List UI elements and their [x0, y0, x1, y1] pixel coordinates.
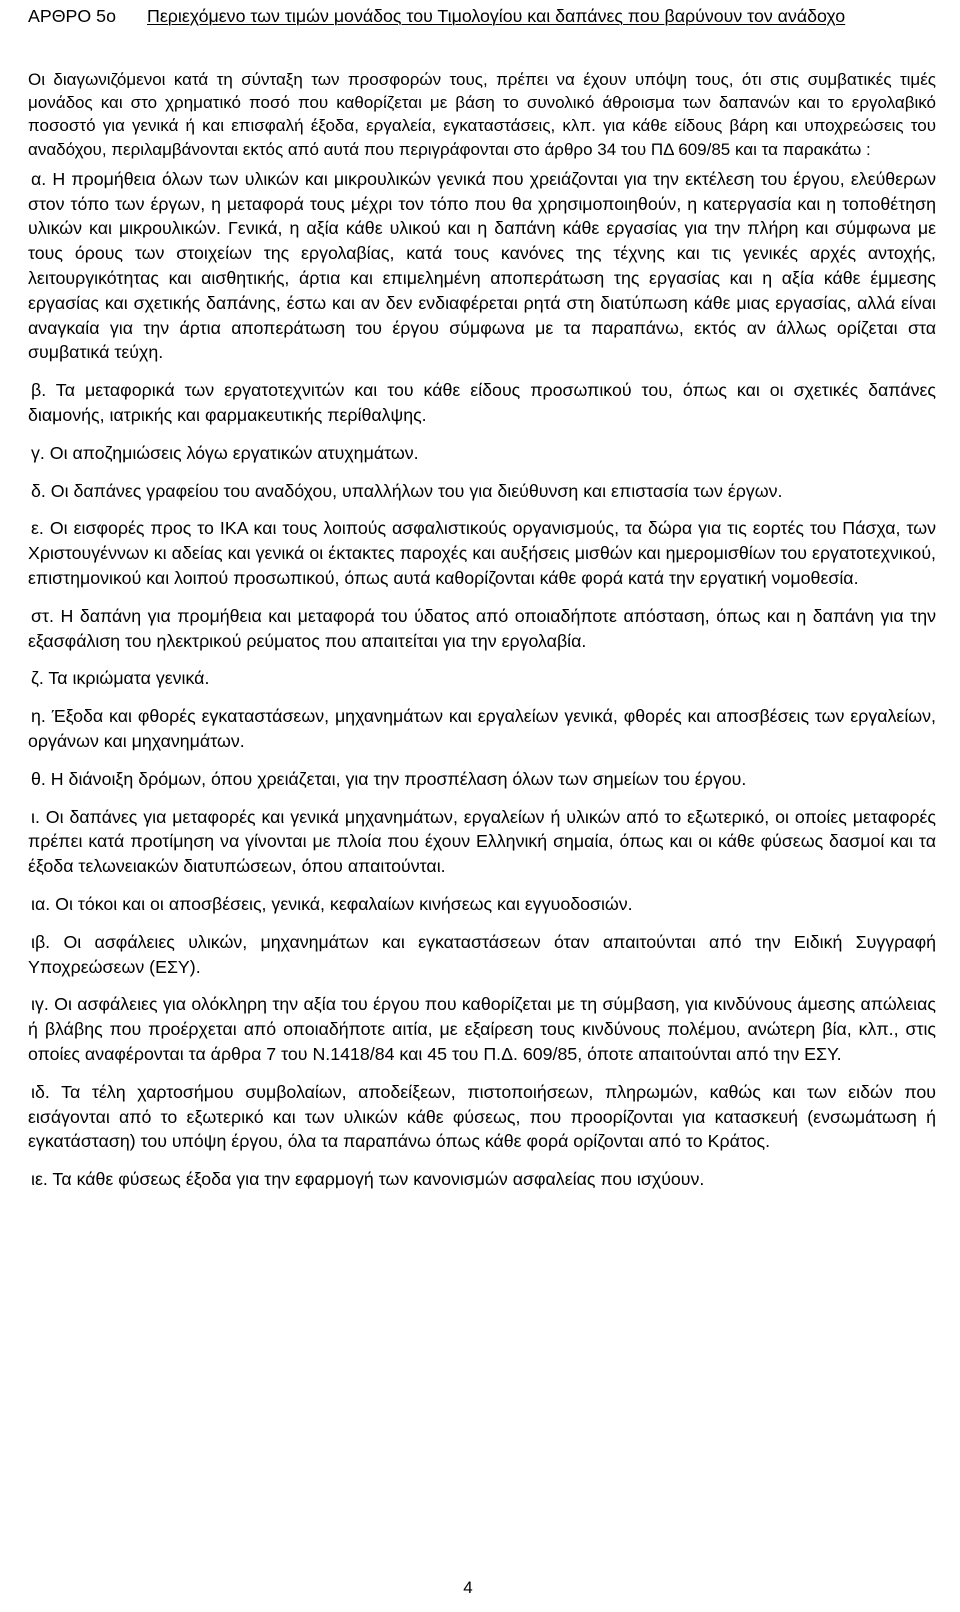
intro-paragraph: Οι διαγωνιζόμενοι κατά τη σύνταξη των προσφορών τους, πρέπει να έχουν υπόψη τους, ότι στις συμβατικές τιμές μονάδος και στο χρηματικό ποσό που καθορίζεται με βάση το συνολικό άθροισμα των δαπανών και το εργολαβικό ποσοστό για γενικά ή και επισφαλή έξοδα, εργαλεία, εγκαταστάσεις, κλπ. για κάθε είδους βάρη και υποχρεώσεις του αναδόχου, περιλαμβάνονται εκτός από αυτά που περιγράφονται στο άρθρο 34 του ΠΔ 609/85 και τα παρακάτω : [28, 70, 936, 159]
list-item-b: β. Τα μεταφορικά των εργατοτεχνιτών και του κάθε είδους προσωπικού του, όπως και οι σχετικές δαπάνες διαμονής, ιατρικής και φαρμακευτικής περίθαλψης. [28, 380, 936, 425]
list-item-e: ε. Οι εισφορές προς το ΙΚΑ και τους λοιπούς ασφαλιστικούς οργανισμούς, τα δώρα για τις εορτές του Πάσχα, των Χριστουγέννων κι αδείας και γενικά οι έκτακτες παροχές και αυξήσεις μισθών και ημερομισθίων του εργατοτεχνικού, επιστημονικού και λοιπού προσωπικού, όπως αυτά καθορίζονται κάθε φορά κατά την εργατική νομοθεσία. [28, 518, 936, 588]
list-item-d: δ. Οι δαπάνες γραφείου του αναδόχου, υπαλλήλων του για διεύθυνση και επιστασία των έργων. [31, 480, 783, 501]
article-title: Περιεχόμενο των τιμών μονάδος του Τιμολογίου και δαπάνες που βαρύνουν τον ανάδοχο [147, 6, 846, 26]
article-header [28, 4, 938, 28]
list-item-h: η. Έξοδα και φθορές εγκαταστάσεων, μηχανημάτων και εργαλείων γενικά, φθορές και αποσβέσεις των εργαλείων, οργάνων και μηχανημάτων. [28, 706, 936, 751]
list-item-ib: ιβ. Οι ασφάλειες υλικών, μηχανημάτων και εγκαταστάσεων όταν απαιτούνται από την Ειδική Συγγραφή Υποχρεώσεων (ΕΣΥ). [28, 931, 936, 977]
list-item-i: ι. Οι δαπάνες για μεταφορές και γενικά μηχανημάτων, εργαλείων ή υλικών από το εξωτερικό, οι οποίες μεταφορές πρέπει κατά προτίμηση να γίνονται με πλοία που έχουν Ελληνική σημαία, όπως και οι κάθε φύσεως δασμοί και τα έξοδα τελωνειακών διατυπώσεων, όπου απαιτούνται. [28, 806, 936, 877]
page-number: 4 [463, 1578, 473, 1597]
list-item-g: γ. Οι αποζημιώσεις λόγω εργατικών ατυχημάτων. [31, 442, 419, 463]
list-item-a: α. Η προμήθεια όλων των υλικών και μικρουλικών γενικά που χρειάζονται για την εκτέλεση του έργου, ελεύθερων στον τόπο των έργων, η μεταφορά τους μέχρι τον τόπο που θα χρησιμοποιηθούν, η κατεργασία και η τοποθέτηση υλικών και μικρουλικών. Γενικά, η αξία κάθε υλικού και η δαπάνη κάθε εργασίας για την πλήρη και σύμφωνα με τους όρους των στοιχείων της εργολαβίας, κατά τους κανόνες της τέχνης και τις γενικές αρχές αντοχής, λειτουργικότητας και αισθητικής, άρτια και επιμελημένη αποπεράτωση της εργασίας και η αξία κάθε έμμεσης εργασίας και σχετικής δαπάνης, έστω και αν δεν ενδιαφέρεται ρητά στη διατύπωση κάθε μιας εργασίας, αλλά είναι αναγκαία για την άρτια αποπεράτωση του έργου σύμφωνα με τα παραπάνω, εκτός αν άλλως ορίζεται στα συμβατικά τεύχη. [28, 168, 936, 363]
list-item-ig: ιγ. Οι ασφάλειες για ολόκληρη την αξία του έργου που καθορίζεται με τη σύμβαση, για κινδύνους άμεσης απώλειας ή βλάβης που προέρχεται από οποιαδήποτε αιτία, με εξαίρεση τους κινδύνους πολέμου, ανώτερη βία, κλπ., στις οποίες αναφέρονται τα άρθρα 7 του Ν.1418/84 και 45 του Π.Δ. 609/85, όποτε απαιτούνται από την ΕΣΥ. [28, 994, 936, 1064]
list-item-st: στ. Η δαπάνη για προμήθεια και μεταφορά του ύδατος από οποιαδήποτε απόσταση, όπως και η δαπάνη για την εξασφάλιση του ηλεκτρικού ρεύματος που απαιτείται για την εργολαβία. [28, 605, 936, 651]
list-item-th: θ. Η διάνοιξη δρόμων, όπου χρειάζεται, για την προσπέλαση όλων των σημείων του έργου. [31, 768, 747, 789]
list-item-ia: ια. Οι τόκοι και οι αποσβέσεις, γενικά, κεφαλαίων κινήσεως και εγγυοδοσιών. [31, 893, 633, 914]
list-item-ie: ιε. Τα κάθε φύσεως έξοδα για την εφαρμογή των κανονισμών ασφαλείας που ισχύουν. [31, 1169, 705, 1190]
article-body [28, 68, 936, 1205]
article-number: ΑΡΘΡΟ 5ο [28, 6, 116, 26]
list-item-id: ιδ. Τα τέλη χαρτοσήμου συμβολαίων, αποδείξεων, πιστοποιήσεων, πληρωμών, καθώς και των ειδών που εισάγονται από το εξωτερικό και των υλικών κάθε φύσεως, που προορίζονται για κατασκευή (ενσωμάτωση ή εγκατάσταση) του υπόψη έργου, όλα τα παραπάνω όπως κάθε φορά ορίζονται από το Κράτος. [28, 1081, 936, 1152]
list-item-z: ζ. Τα ικριώματα γενικά. [31, 668, 210, 689]
